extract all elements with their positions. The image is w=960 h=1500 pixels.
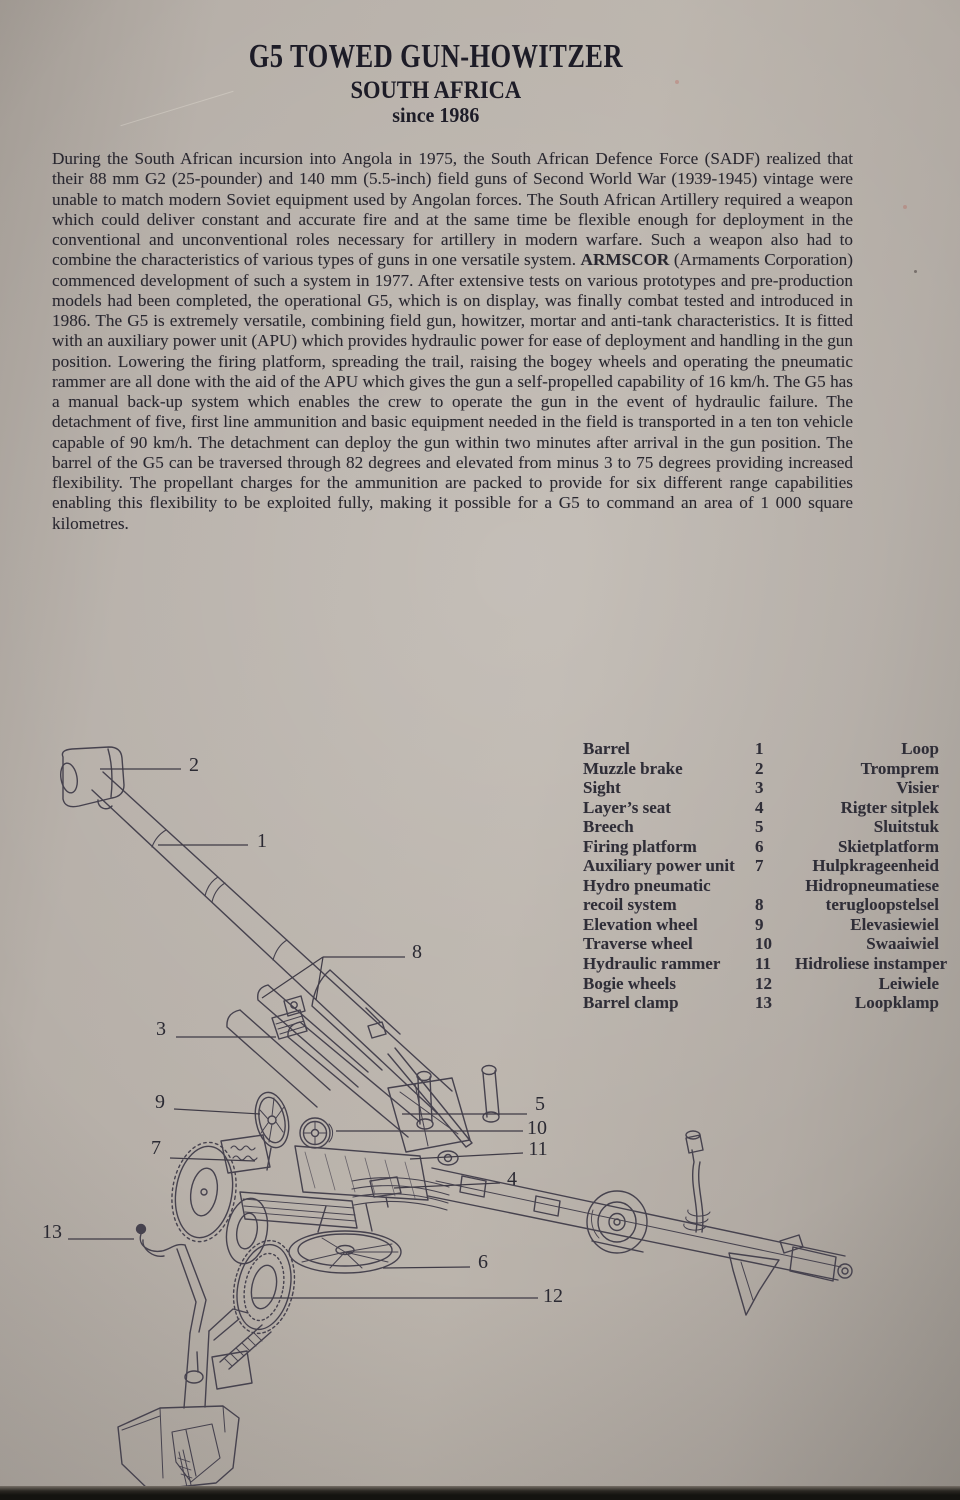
legend-term-af: Hulpkrageenheid bbox=[812, 856, 939, 876]
legend-number: 5 bbox=[755, 817, 764, 837]
legend-term-en: Muzzle brake bbox=[583, 758, 683, 778]
legend-number: 10 bbox=[755, 934, 772, 954]
callout-number: 5 bbox=[535, 1093, 545, 1115]
callout-number: 2 bbox=[189, 754, 199, 776]
page-subtitle: SOUTH AFRICA bbox=[350, 76, 522, 104]
legend-term-af: Visier bbox=[896, 778, 939, 798]
legend-term-en: Firing platform bbox=[583, 836, 697, 856]
legend-term-af: terugloopstelsel bbox=[825, 895, 939, 915]
legend-term-af: Hidropneumatiese bbox=[805, 875, 939, 895]
legend-term-af: Loopklamp bbox=[854, 993, 939, 1013]
paper-speck bbox=[914, 270, 917, 273]
armscor-bold: ARMSCOR bbox=[580, 250, 670, 270]
legend-term-en: Breech bbox=[583, 817, 634, 837]
callout-number: 3 bbox=[156, 1018, 166, 1040]
paper-speck bbox=[675, 80, 679, 84]
legend-term-en: Sight bbox=[583, 778, 621, 798]
callout-number: 13 bbox=[42, 1221, 62, 1243]
legend-number: 12 bbox=[755, 973, 772, 993]
legend-term-en: Traverse wheel bbox=[583, 934, 693, 954]
callout-number: 4 bbox=[507, 1168, 517, 1190]
legend-term-en: Barrel clamp bbox=[583, 993, 679, 1013]
legend-term-af: Hidroliese instamper bbox=[795, 954, 948, 974]
paragraph-part-2: (Armaments Corporation) commenced development of such a system in 1977. After extensive tests on various prototypes and pre-production models had been completed, the operational G5, which is on display, was finally combat tested and introduced in 1986. The G5 is extremely versatile, combining field gun, howitzer, mortar and anti-tank characteristics. It is fitted with an auxiliary power unit (APU) which provides hydraulic power for ease of deployment and handling in the gun position. Lowering the firing platform, spreading the trail, raising the bogey wheels and operating the pneumatic rammer are all done with the aid of the APU which gives the gun a self-propelled capability of 16 km/h. The G5 has a manual back-up system which enables the crew to operate the gun in the event of hydraulic failure. The detachment of five, first line ammunition and basic equipment needed in the field is transported in a ten ton vehicle capable of 90 km/h. The detachment can deploy the gun within two minutes after arrival in the gun position. The barrel of the G5 can be traversed through 82 degrees and elevated from minus 3 to 75 degrees providing increased flexibility. The propellant charges for the ammunition are packed to provide for six different range capabilities enabling this flexibility to be exploited fully, making it possible for a G5 to command an area of 1 000 square kilometres. bbox=[52, 250, 853, 533]
legend-term-en: Hydraulic rammer bbox=[583, 954, 721, 974]
legend-term-af: Elevasiewiel bbox=[850, 914, 939, 934]
legend-number: 8 bbox=[755, 895, 764, 915]
legend-term-af: Sluitstuk bbox=[873, 817, 939, 837]
legend-number: 11 bbox=[755, 954, 772, 974]
page-since: since 1986 bbox=[392, 103, 480, 128]
callout-number: 8 bbox=[412, 941, 422, 963]
legend-term-af: Loop bbox=[901, 739, 939, 758]
legend-term-af: Leiwiele bbox=[878, 973, 939, 993]
legend-number: 7 bbox=[755, 856, 764, 876]
callout-number: 7 bbox=[151, 1137, 161, 1159]
callout-line bbox=[174, 1109, 260, 1114]
callout-number: 10 bbox=[527, 1117, 547, 1139]
paragraph-part-1: During the South African incursion into Angola in 1975, the South African Defence Force (SADF) realized that their 88 mm G2 (25-pounder) and 140 mm (5.5-inch) field guns of Second World War (1939-1945) vintage were unable to match modern Soviet equipment used by Angolan forces. The South African Artillery required a weapon which could deliver constant and accurate fire and at the same time be flexible enough for deployment in the conventional and unconventional roles necessary for artillery in modern warfare. Such a weapon also had to combine the characteristics of various types of guns in one versatile system. bbox=[52, 149, 853, 270]
legend-number: 13 bbox=[755, 993, 772, 1013]
callout-number: 11 bbox=[528, 1138, 548, 1160]
callout-number: 6 bbox=[478, 1251, 488, 1273]
legend-number: 2 bbox=[755, 758, 764, 778]
legend-number: 4 bbox=[755, 797, 764, 817]
legend-term-en: Hydro pneumatic bbox=[583, 875, 711, 895]
legend-number: 9 bbox=[755, 914, 764, 934]
callout-number: 12 bbox=[543, 1285, 563, 1307]
legend-term-en: Layer’s seat bbox=[583, 797, 671, 817]
legend-number: 3 bbox=[755, 778, 764, 798]
howitzer-line-drawing bbox=[59, 747, 852, 1490]
legend-term-af: Swaaiwiel bbox=[866, 934, 939, 954]
legend-term-en: Auxiliary power unit bbox=[583, 856, 735, 876]
callout-line bbox=[383, 1267, 470, 1268]
legend-term-af: Tromprem bbox=[860, 758, 939, 778]
legend-term-af: Rigter sitplek bbox=[840, 797, 939, 817]
callout-number: 1 bbox=[257, 830, 267, 852]
legend-number: 6 bbox=[755, 836, 764, 856]
photo-bottom-edge bbox=[0, 1486, 960, 1500]
legend-term-en: Bogie wheels bbox=[583, 973, 677, 993]
legend-number: 1 bbox=[755, 739, 764, 758]
callout-line bbox=[262, 957, 323, 998]
legend-term-af: Skietplatform bbox=[837, 836, 939, 856]
page-title: G5 TOWED GUN-HOWITZER bbox=[248, 38, 624, 75]
legend-term-en: recoil system bbox=[583, 895, 677, 915]
paper-speck bbox=[903, 205, 907, 209]
legend-term-en: Barrel bbox=[583, 739, 630, 758]
legend-term-en: Elevation wheel bbox=[583, 914, 698, 934]
callout-line bbox=[410, 1153, 523, 1159]
callout-number: 9 bbox=[155, 1091, 165, 1113]
